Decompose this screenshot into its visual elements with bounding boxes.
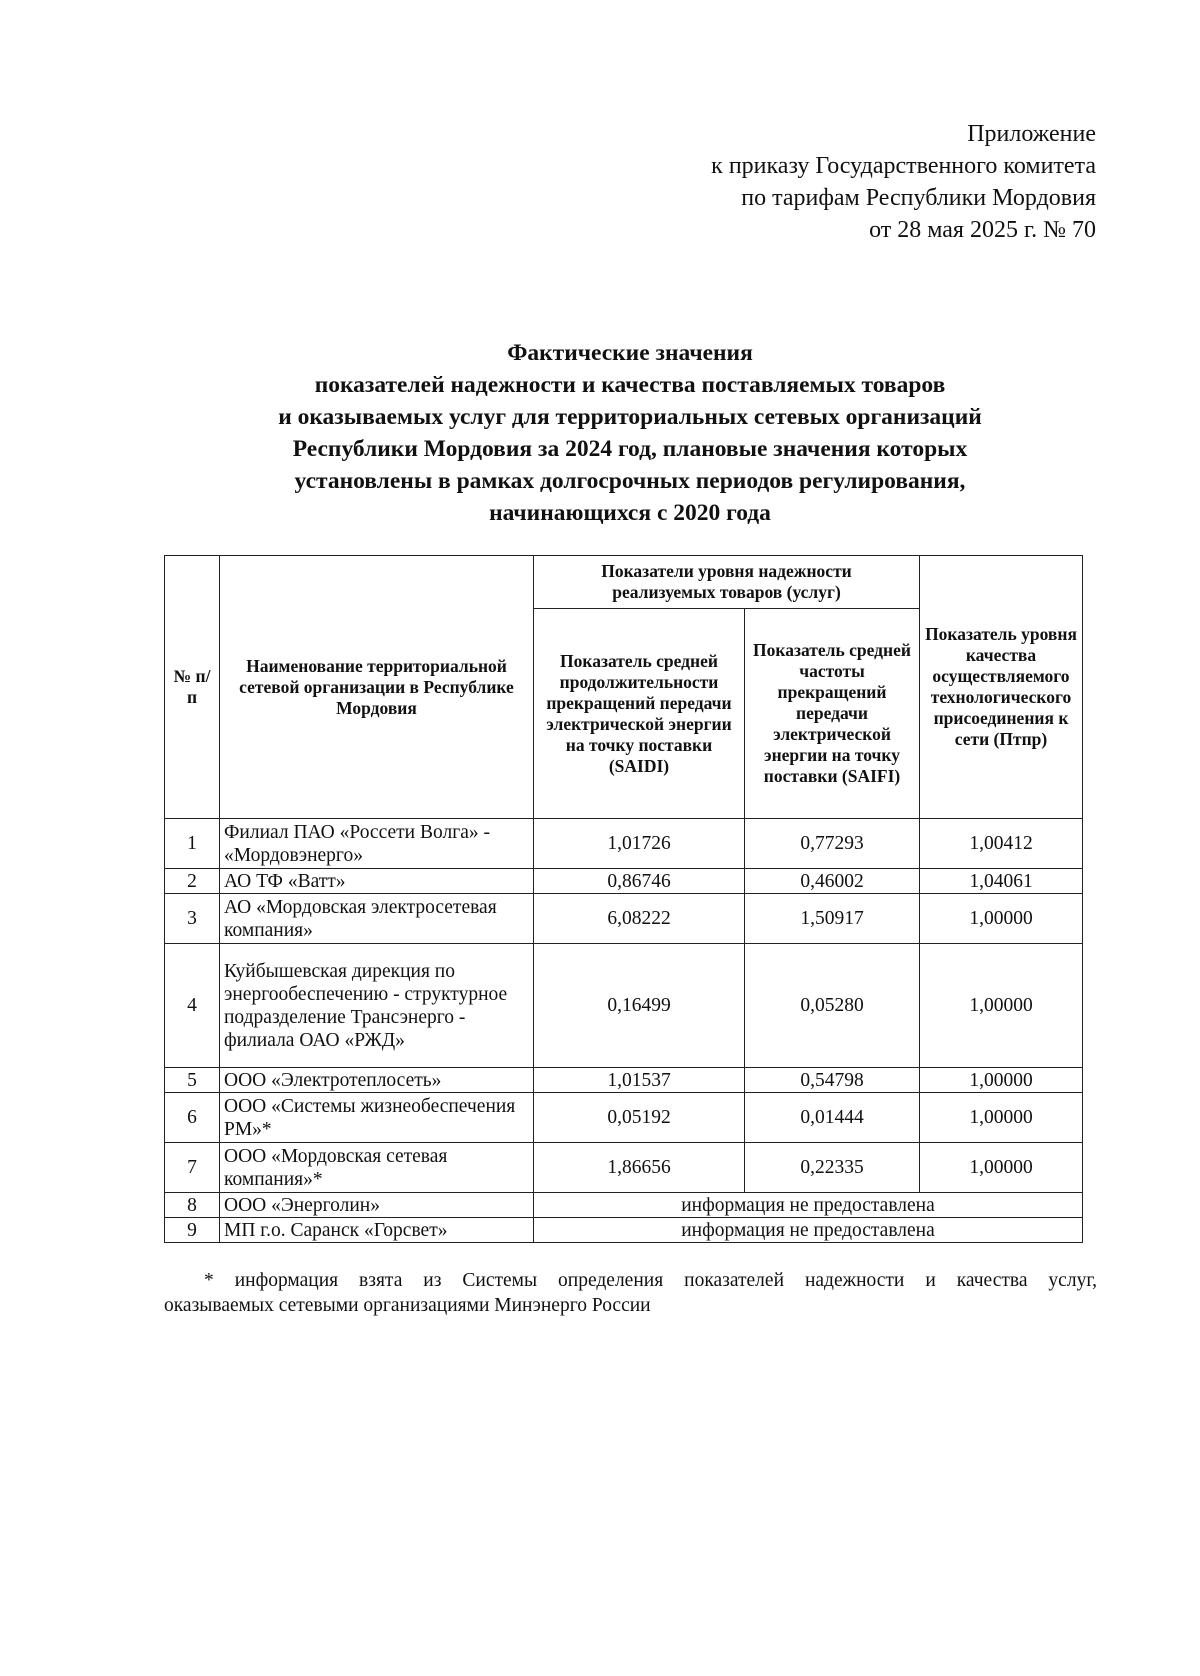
row-num: 4	[165, 944, 220, 1068]
table-row	[165, 944, 1083, 1068]
footnote-line-2: оказываемых сетевыми организациями Минэнерго России	[164, 1295, 651, 1316]
title-line-2: показателей надежности и качества поставляемых товаров	[314, 372, 946, 398]
row-name: Филиал ПАО «Россети Волга» - «Мордовэнерго»	[220, 819, 534, 869]
footnote-line-1: * информация взята из Системы определения показателей надежности и качества услуг,	[204, 1270, 1097, 1291]
title-line-5: установлены в рамках долгосрочных периодов регулирования,	[294, 468, 966, 494]
title-line-4: Республики Мордовия за 2024 год, плановые значения которых	[292, 436, 968, 462]
header-name: Наименование территориальной сетевой организации в Республике Мордовия	[220, 556, 534, 819]
title-line-3: и оказываемых услуг для территориальных сетевых организаций	[278, 404, 982, 430]
row-saifi: 0,54798	[745, 1068, 920, 1093]
header-reliability-group: Показатели уровня надежности реализуемых товаров (услуг)	[534, 556, 920, 609]
row-num: 2	[165, 869, 220, 894]
title-line-1: Фактические значения	[507, 340, 753, 366]
row-saidi: 1,86656	[534, 1143, 745, 1193]
table-row	[165, 894, 1083, 944]
header-ptpr: Показатель уровня качества осуществляемого технологического присоединения к сети (Птпр)	[920, 556, 1083, 819]
row-num: 7	[165, 1143, 220, 1193]
row-ptpr: 1,00000	[920, 944, 1083, 1068]
row-num: 3	[165, 894, 220, 944]
row-name: ООО «Системы жизнеобеспечения РМ»*	[220, 1093, 534, 1143]
header-num: № п/п	[165, 556, 220, 819]
row-ptpr: 1,00000	[920, 1068, 1083, 1093]
document-title	[100, 337, 1160, 529]
row-ptpr: 1,00412	[920, 819, 1083, 869]
row-num: 6	[165, 1093, 220, 1143]
row-saidi: 1,01537	[534, 1068, 745, 1093]
table-row	[165, 1143, 1083, 1193]
row-saifi: 0,01444	[745, 1093, 920, 1143]
row-ptpr: 1,00000	[920, 894, 1083, 944]
row-saidi: 6,08222	[534, 894, 745, 944]
row-num: 5	[165, 1068, 220, 1093]
appendix-line-1: Приложение	[967, 121, 1096, 147]
row-saifi: 0,22335	[745, 1143, 920, 1193]
row-ptpr: 1,04061	[920, 869, 1083, 894]
appendix-line-2: к приказу Государственного комитета	[711, 153, 1096, 179]
row-name: МП г.о. Саранск «Горсвет»	[220, 1218, 534, 1243]
table-row	[165, 819, 1083, 869]
row-ptpr: 1,00000	[920, 1143, 1083, 1193]
row-saifi: 1,50917	[745, 894, 920, 944]
row-saidi: 0,86746	[534, 869, 745, 894]
table-row	[165, 1068, 1083, 1093]
row-num: 8	[165, 1193, 220, 1218]
row-name: АО ТФ «Ватт»	[220, 869, 534, 894]
row-name: ООО «Энерголин»	[220, 1193, 534, 1218]
appendix-line-3: по тарифам Республики Мордовия	[741, 185, 1096, 211]
row-name: ООО «Электротеплосеть»	[220, 1068, 534, 1093]
row-saifi: 0,46002	[745, 869, 920, 894]
header-saifi: Показатель средней частоты прекращений передачи электрической энергии на точку поставки (SAIFI)	[745, 609, 920, 819]
row-no-info: информация не предоставлена	[534, 1218, 1083, 1243]
table-row	[165, 869, 1083, 894]
row-name: АО «Мордовская электросетевая компания»	[220, 894, 534, 944]
row-saidi: 1,01726	[534, 819, 745, 869]
row-saifi: 0,05280	[745, 944, 920, 1068]
row-saifi: 0,77293	[745, 819, 920, 869]
row-saidi: 0,16499	[534, 944, 745, 1068]
row-num: 1	[165, 819, 220, 869]
appendix-line-4: от 28 мая 2025 г. № 70	[869, 217, 1096, 243]
table-row	[165, 1218, 1083, 1243]
footnote	[164, 1268, 1097, 1318]
header-saidi: Показатель средней продолжительности прекращений передачи электрической энергии на точку поставки (SAIDI)	[534, 609, 745, 819]
row-ptpr: 1,00000	[920, 1093, 1083, 1143]
appendix-block	[711, 118, 1096, 246]
row-name: Куйбышевская дирекция по энергообеспечению - структурное подразделение Трансэнерго - филиала ОАО «РЖД»	[220, 944, 534, 1068]
row-no-info: информация не предоставлена	[534, 1193, 1083, 1218]
indicators-table	[164, 555, 1083, 1243]
title-line-6: начинающихся с 2020 года	[489, 500, 771, 526]
row-name: ООО «Мордовская сетевая компания»*	[220, 1143, 534, 1193]
table-row	[165, 1193, 1083, 1218]
row-saidi: 0,05192	[534, 1093, 745, 1143]
table-row	[165, 1093, 1083, 1143]
row-num: 9	[165, 1218, 220, 1243]
